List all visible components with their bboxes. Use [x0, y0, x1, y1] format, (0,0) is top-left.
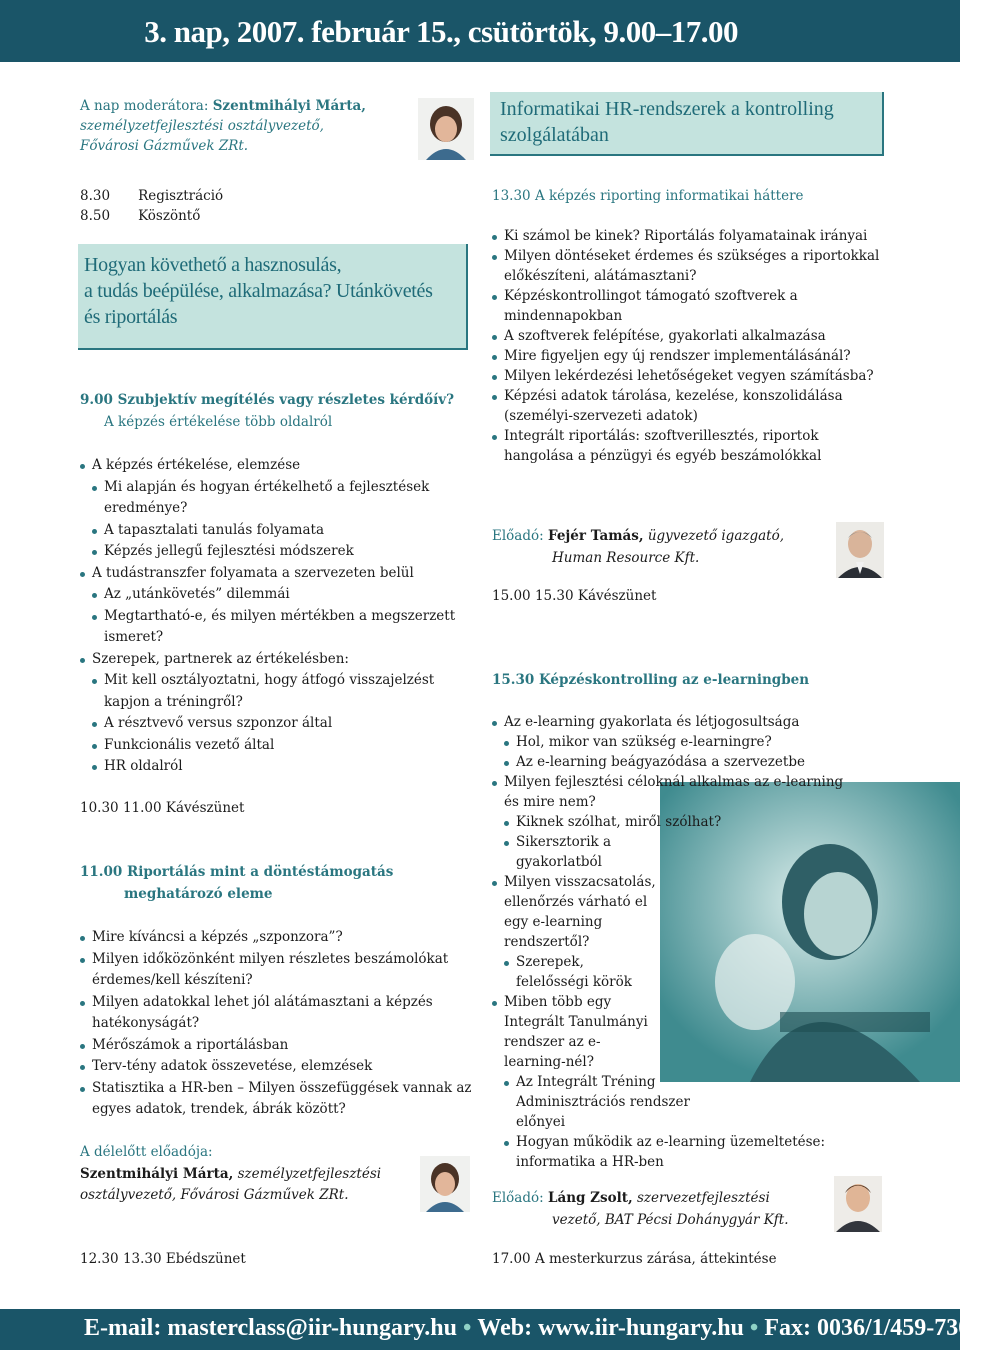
presenter-label: Előadó:: [492, 528, 544, 544]
list-item: Megtartható-e, és milyen mértékben a megszerzett ismeret?: [92, 606, 470, 649]
session-1-subtitle: A képzés értékelése több oldalról: [104, 413, 333, 430]
list-item: A képzés értékelése, elemzése: [80, 455, 470, 477]
list-item: Milyen lekérdezési lehetőségeket vegyen számításba?: [492, 366, 882, 386]
session-4-list: [492, 712, 852, 1172]
left-box-line: és riportálás: [84, 306, 178, 328]
moderator-photo: [418, 98, 474, 160]
list-item: Miben több egy Integrált Tanulmányi rendszer az e-learning-nél?: [492, 992, 654, 1072]
moderator-role: személyzetfejlesztési osztályvezető,: [80, 118, 324, 134]
list-item: Funkcionális vezető által: [92, 735, 470, 757]
list-item: Az „utánkövetés” dilemmái: [92, 584, 470, 606]
list-item: Milyen időközönként milyen részletes beszámolókat érdemes/kell készíteni?: [80, 949, 472, 992]
list-item: Statisztika a HR-ben – Milyen összefüggések vannak az egyes adatok, trendek, ábrák között?: [80, 1078, 472, 1121]
session-4-title: 15.30 Képzéskontrolling az e-learningben: [492, 672, 810, 688]
list-item: Az e-learning beágyazódása a szervezetbe: [504, 752, 852, 772]
list-item: Milyen fejlesztési céloknál alkalmas az e-learning és mire nem?: [492, 772, 852, 812]
presenter-name: Szentmihályi Márta,: [80, 1165, 234, 1182]
list-item: Sikersztorik a gyakorlatból: [504, 832, 646, 872]
list-item: Kiknek szólhat, miről szólhat?: [504, 812, 746, 832]
schedule-label: Regisztráció: [138, 188, 224, 204]
list-item: Képzéskontrollingot támogató szoftverek a mindennapokban: [492, 286, 882, 326]
lunch-break: 12.30 13.30 Ebédszünet: [80, 1251, 246, 1267]
left-box-line: Hogyan követhető a hasznosulás,: [84, 254, 342, 276]
list-item: Képzési adatok tárolása, kezelése, konszolidálása (személyi-szervezeti adatok): [492, 386, 882, 426]
list-item: Mit kell osztályoztatni, hogy átfogó visszajelzést kapjon a tréningről?: [92, 670, 470, 713]
page-title: 3. nap, 2007. február 15., csütörtök, 9.00–17.00: [144, 14, 738, 49]
presenter-label: A délelőtt előadója:: [80, 1144, 213, 1160]
list-item: Az Integrált Tréning Adminisztrációs rendszer előnyei: [504, 1072, 696, 1132]
presenter-role: szervezetfejlesztési: [636, 1190, 770, 1206]
presenter-label: Előadó:: [492, 1190, 544, 1206]
presenter-photo: [834, 1176, 882, 1232]
moderator-name: Szentmihályi Márta,: [212, 98, 367, 114]
list-item: Az e-learning gyakorlata és létjogosultsága: [492, 712, 852, 732]
session-3-title: 13.30 A képzés riporting informatikai háttere: [492, 188, 804, 204]
footer-bar: [0, 1309, 982, 1350]
bullet-icon: •: [463, 1315, 472, 1341]
bullet-icon: •: [749, 1315, 759, 1341]
list-item: A tudástranszfer folyamata a szervezeten belül: [80, 563, 470, 585]
session-2-list: [80, 927, 472, 1121]
presenter-photo: [836, 522, 884, 578]
session-1: [80, 390, 470, 778]
session-3-list: [492, 226, 882, 466]
session-2-title-2: meghatározó eleme: [124, 885, 273, 902]
session-3: [492, 186, 882, 466]
list-item: HR oldalról: [92, 756, 470, 778]
list-item: Milyen adatokkal lehet jól alátámasztani a képzés hatékonyságát?: [80, 992, 472, 1035]
presenter-name: Láng Zsolt,: [547, 1190, 633, 1206]
topic-box-title: Informatikai HR-rendszerek a kontrolling szolgálatában: [500, 98, 834, 146]
schedule-time: 8.30: [80, 188, 111, 204]
list-item: A tapasztalati tanulás folyamata: [92, 520, 470, 542]
morning-presenter: [80, 1142, 410, 1207]
session-2: [80, 862, 472, 1121]
list-item: Szerepek, felelősségi körök: [504, 952, 656, 992]
break-1: 10.30 11.00 Kávészünet: [80, 800, 245, 816]
moderator-label: A nap moderátora:: [80, 98, 209, 114]
list-item: Mire figyeljen egy új rendszer implementálásánál?: [492, 346, 882, 366]
list-item: Hol, mikor van szükség e-learningre?: [504, 732, 852, 752]
closing: 17.00 A mesterkurzus zárása, áttekintése: [492, 1251, 777, 1267]
list-item: Mire kíváncsi a képzés „szponzora”?: [80, 927, 472, 949]
list-item: Milyen visszacsatolás, ellenőrzés várható el egy e-learning rendszertől?: [492, 872, 674, 952]
presenter-org: Human Resource Kft.: [552, 549, 700, 566]
moderator-block: [80, 96, 400, 156]
presenter-role: ügyvezető igazgató,: [647, 528, 785, 544]
list-item: Mérőszámok a riportálásban: [80, 1035, 472, 1057]
presenter-photo: [420, 1156, 470, 1212]
list-item: Mi alapján és hogyan értékelhető a fejlesztések eredménye?: [92, 477, 470, 520]
schedule-label: Köszöntő: [138, 208, 201, 224]
schedule-time: 8.50: [80, 208, 111, 224]
presenter-name: Fejér Tamás,: [547, 528, 644, 544]
list-item: Szerepek, partnerek az értékelésben:: [80, 649, 470, 671]
list-item: Ki számol be kinek? Riportálás folyamatainak irányai: [492, 226, 882, 246]
presenter-org: osztályvezető, Fővárosi Gázművek ZRt.: [80, 1187, 349, 1203]
break-2: 15.00 15.30 Kávészünet: [492, 588, 657, 604]
left-box-line: a tudás beépülése, alkalmazása? Utánkövetés: [84, 280, 433, 302]
session-1-title: 9.00 Szubjektív megítélés vagy részletes kérdőív?: [80, 392, 455, 408]
session-4: [492, 670, 852, 1172]
moderator-org: Fővárosi Gázművek ZRt.: [80, 138, 249, 154]
list-item: Milyen döntéseket érdemes és szükséges a riportokkal előkészíteni, alátámasztani?: [492, 246, 882, 286]
presenter-role: személyzetfejlesztési: [237, 1165, 382, 1182]
list-item: A szoftverek felépítése, gyakorlati alkalmazása: [492, 326, 882, 346]
left-schedule: [80, 186, 460, 226]
session-2-title: 11.00 Riportálás mint a döntéstámogatás: [80, 864, 394, 880]
footer-contacts: [84, 1315, 982, 1342]
list-item: Hogyan működik az e-learning üzemeltetése: informatika a HR-ben: [504, 1132, 852, 1172]
list-item: Terv-tény adatok összevetése, elemzések: [80, 1056, 472, 1078]
left-topic-box: [78, 244, 468, 350]
list-item: Képzés jellegű fejlesztési módszerek: [92, 541, 470, 563]
session-1-list: [80, 455, 470, 778]
presenter-org: vezető, BAT Pécsi Dohánygyár Kft.: [552, 1211, 789, 1228]
afternoon-presenter-2: [492, 1188, 832, 1231]
topic-box: [490, 92, 884, 156]
list-item: Integrált riportálás: szoftverillesztés, riportok hangolása a pénzügyi és egyéb beszámolókkal: [492, 426, 882, 466]
footer-email[interactable]: E-mail: masterclass@iir-hungary.hu: [84, 1315, 457, 1341]
footer-web[interactable]: Web: www.iir-hungary.hu: [477, 1315, 744, 1341]
afternoon-presenter-1: [492, 526, 832, 569]
footer-fax: Fax: 0036/1/459-7301: [764, 1315, 982, 1341]
header-bar: [0, 0, 960, 62]
list-item: A résztvevő versus szponzor által: [92, 713, 470, 735]
